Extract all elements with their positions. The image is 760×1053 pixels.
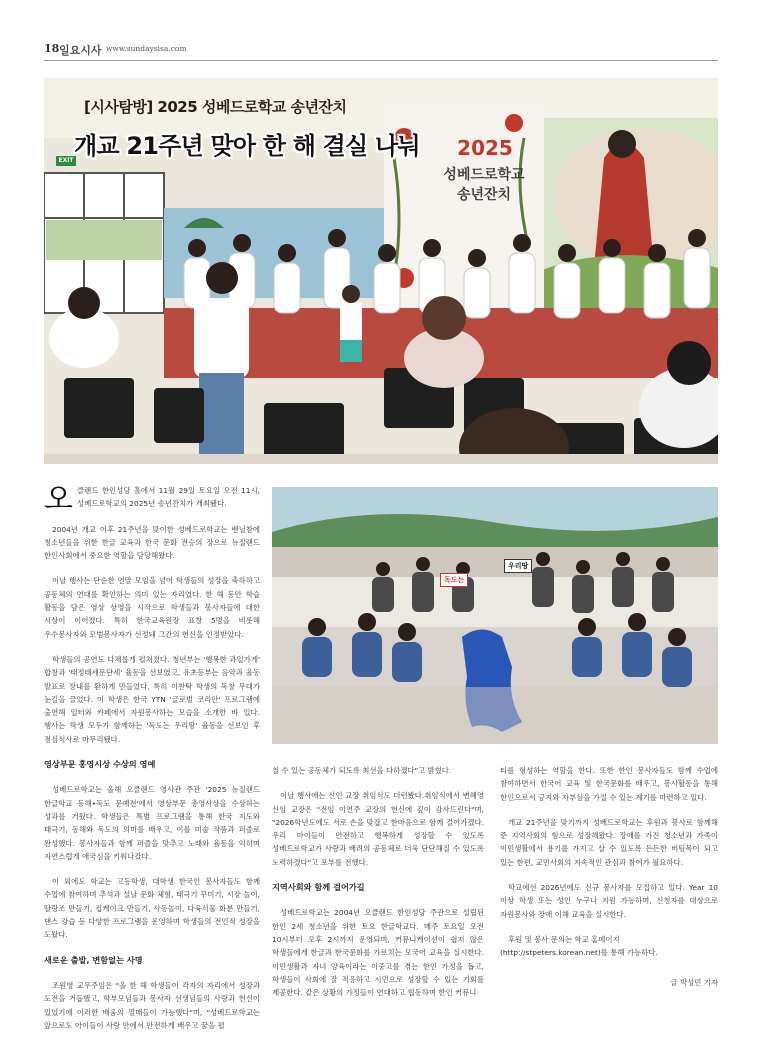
subheading: 영상부문 홍영시상 수상의 영예 [44,759,156,770]
paragraph: 개교 21주년을 맞기까지 성베드로학교는 후원과 봉사로 함께해 준 지역사회의 힘으로 성장해왔다. 장애를 가진 청소년과 가족이 이민생활에서 용기를 가지고 살 수 있도록 든든한 버팀목이 되고 있는 한편, 교민사회의 지속적인 관심과 참여가 필요하다. [500,817,718,867]
top-photo [44,78,718,464]
article-column-3 [500,764,718,989]
dropcap: 오 [44,482,73,517]
group-photo-illustration [272,487,718,744]
paragraph: 이 외에도 학교는 고등학생, 대학생 한국인 봉사자들도 함께 수업에 참여하며 추석과 설날 문화 체험, 태극기 꾸미기, 시장 놀이, 딸랑조 만들기, 컵케이크 만들기, 사동놀이, 다육식물 화분 만들기, 댄스 강습 등 다양한 프로그램을 운영하며 학생들의 전인적 성장을 도왔다. [44,877,260,940]
paragraph: 학교에선 2026년에도 신규 봉사자를 모집하고 있다. Year 10 이상 학생 또는 성인 누구나 지원 가능하며, 신청자를 대상으로 자원봉사와 장애 이해 교육을 실시한다. [500,883,718,919]
header-rule [44,60,718,61]
paragraph: 칠 수 있는 공동체가 되도록 최선을 다하겠다"고 밝혔다. [272,766,452,775]
lead-paragraph: 오클랜드 한인성당 홀에서 11월 29일 토요일 오전 11시, 성베드로학교의 2025년 송년잔치가 개최됐다. [44,482,260,517]
group-photo [272,487,718,744]
publication-name: 일요시사 [59,44,102,57]
banner-school: 성베드로학교 [443,167,525,183]
exit-sign: EXIT [58,157,74,164]
paragraph: 학생들의 공연도 다채롭게 펼쳐졌다. 청년부는 '행복한 과일가게' 합창과 '태정태세문단세' 율동을 선보였고, 유초등부는 음악과 율동 발표로 장내를 환하게 만들었다. 특히 이찬탁 학생의 독창 무대가 눈길을 끌었다. 이 학생은 한국 YTN '글로벌 코리안' 프로그램에 출연해 일터와 카페에서 자원봉사하는 모습을 소개한 바 있다. 행사는 학생 모두가 함께하는 '독도는 우리땅' 율동을 선보인 후 점심식사로 마무리됐다. [44,654,260,744]
subheading: 지역사회와 함께 걸어가길 [272,882,365,893]
school-homepage-link[interactable]: (http://stpeters.korean.net)를 통해 가능하다. [500,948,658,958]
paragraph: 성베드로학교는 2004년 오클랜드 한인성당 주관으로 설립된 한인 2세 청소년을 위한 토요 한글학교다. 매주 토요일 오전 10시부터 오후 2시까지 운영되며, 커뮤니케이션이 쉽지 않은 학생들에게 한글과 한국문화를 가르치는 모국어 교육을 실시한다. 이민생활과 자녀 양육이라는 이중고를 겪는 한인 가정을 돕고, 학생들이 사회에 잘 적응하고 시민으로 성장할 수 있는 기회를 제공한다. 같은 상황의 가정들이 연대하고 협동하며 한인 커뮤니 [272,908,484,998]
sign-dokdo: 독도는 [440,573,468,587]
article-column-2 [272,764,484,1011]
banner-year: 2025 [457,136,513,160]
byline: 글 박성민 기자 [670,977,718,987]
publication-url[interactable]: www.sundaysisa.com [106,44,187,53]
paragraph: 이날 행사에는 신인 교장 취임식도 더런봤다.취임식에서 변혜영 신임 교장은 "전임 이연주 교장의 헌신에 깊이 감사드린다"며, "2026학년도에도 서로 손을 맞잡고 한마음으로 함께 걸어가겠다. 우리 아이들이 안전하고 행복하게 성장할 수 있도록 성베드로학교가 사랑과 배려의 공동체로 더욱 단단해질 수 있도록 노력하겠다"고 포부를 전했다. [272,791,484,867]
paragraph: 조원영 교무주임은 "올 한 해 학생들이 각자의 자리에서 성장과 도전을 거듭했고, 학부모님들과 봉사자 선생님들의 사랑과 헌신이 있었기에 이러한 배움의 열매들이 가능했다"며, "성베드로학교는 앞으로도 아이들이 사랑 안에서 안전하게 배우고 꿈을 펼 [44,980,260,1030]
page-number: 18 [44,42,60,55]
paragraph: 티를 형성하는 역할을 한다. 또한 한인 봉사자들도 함께 수업에 참여하면서 한국어 교육 및 한국문화를 배우고, 봉사활동을 통해 한인으로서 긍지와 자부심을 가질 수 있는 계기를 마련하고 있다. [500,766,718,802]
banner-event: 송년잔치 [456,187,512,203]
paragraph: 성베드로학교는 올해 오클랜드 영사관 주관 '2025 뉴질랜드 한글학교 동해•독도 문예전'에서 영상부문 총영사상을 수상하는 성과를 거뒀다. 학생들은 특별 프로그램을 통해 한국 지도와 태극기, 동해와 독도의 의미를 배우고, 이를 미술 작품과 퍼즐로 완성했다. 봉사자들과 함께 퍼즐을 맞추고 노래와 율동을 익히며 자연스럽게 애국심을 키워나갔다. [44,785,260,861]
article-headline: 개교 21주년 맞아 한 해 결실 나눠 [74,132,420,160]
contact-info: 후원 및 봉사 문의는 학교 홈페이지 (http://stpeters.korean.net)를 통해 가능하다. [500,934,658,958]
photo-kicker: [시사탐방] 2025 성베드로학교 송년잔치 [84,98,347,116]
subheading: 새로운 출발, 변함없는 사명 [44,954,143,965]
sign-uriddang: 우리땅 [504,559,532,573]
article-column-1 [44,484,260,1044]
paragraph: 이날 행사는 단순한 연말 모임을 넘어 학생들의 성장을 축하하고 공동체의 연대를 확인하는 의미 있는 자리였다. 한 해 동안 학습 활동을 담은 영상 상영을 시작으로 학생들과 봉사자들에 대한 시상이 이어졌다. 특히 한국교육원장 표창 5명을 비롯해 우수봉사자와 모범봉사자가 선정돼 그간의 헌신을 인정받았다. [44,576,260,639]
paragraph: 2004년 개교 이후 21주년을 맞이한 성베드로학교는 밴닐참에 청소년들을 위한 한글 교육과 한국 문화 전승의 장으로 뉴질랜드 한인사회에서 중요한 역할을 담당해왔다. [44,524,260,561]
